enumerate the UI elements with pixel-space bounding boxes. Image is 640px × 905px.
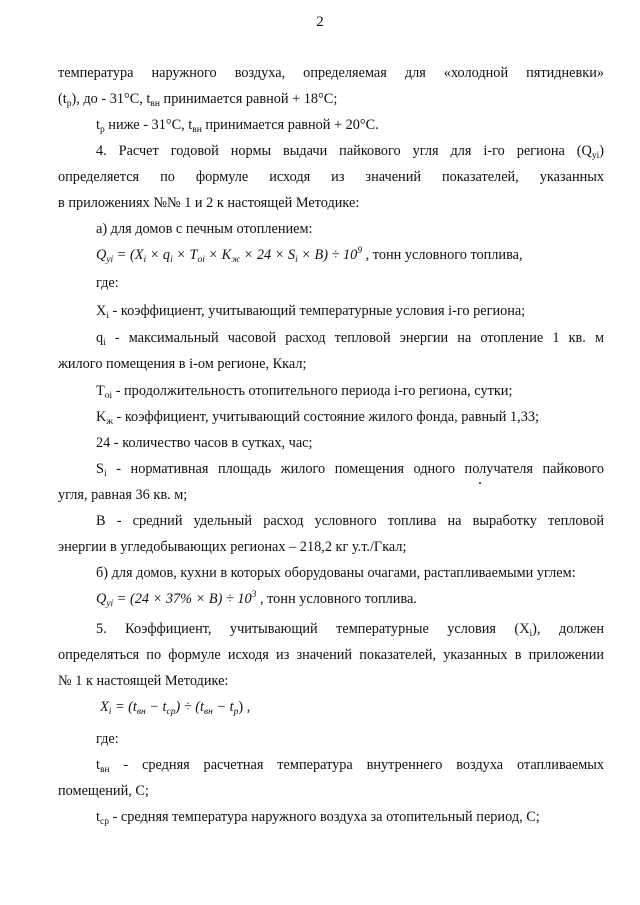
page-number: 2 — [316, 14, 324, 30]
definition-x: $X_i$ - коэффициент, учитывающий температурные условия i-го региона; — [96, 303, 526, 321]
text-line: помещений, С; — [58, 783, 149, 799]
text-line: жилого помещения в i-ом регионе, Ккал; — [58, 356, 307, 372]
text-line: $t_р$ ниже - 31°С, $t_{вн}$ принимается равной + 20°С. — [96, 117, 379, 135]
paragraph-4-heading: 4. Расчет годовой нормы выдачи пайкового угля для i-го региона $(Q_{yi})$ — [96, 143, 604, 161]
definition-k: $K_ж$ - коэффициент, учитывающий состояние жилого фонда, равный 1,33; — [96, 409, 539, 427]
definition-t-vn: $t_{вн}$ - средняя расчетная температура внутреннего воздуха отапливаемых — [96, 757, 604, 775]
text-line: в приложениях №№ 1 и 2 к настоящей Методике: — [58, 195, 360, 211]
paragraph-5-heading: 5. Коэффициент, учитывающий температурные условия $(X_i)$, должен — [96, 621, 604, 639]
definition-s: $S_i$ - нормативная площадь жилого помещения одного получателя пайкового — [96, 461, 604, 479]
formula-hearth: $Q_{yi} = (24 \times 37\% \times B) \div 10^3$ , тонн условного топлива. — [96, 590, 417, 609]
definition-t-sr: $t_{ср}$ - средняя температура наружного воздуха за отопительный период, С; — [96, 809, 540, 827]
text-line: определяться по формуле исходя из значений показателей, указанных в приложении — [58, 647, 604, 663]
text-line: № 1 к настоящей Методике: — [58, 673, 229, 689]
stray-mark — [479, 482, 481, 484]
text-line: где: — [96, 731, 119, 747]
definition-b: B - средний удельный расход условного топлива на выработку тепловой — [96, 513, 604, 529]
text-line: где: — [96, 275, 119, 291]
text-line: $(t_р)$, до - 31°С, $t_{вн}$ принимается равной + 18°С; — [58, 91, 338, 109]
definition-t: $T_{oi}$ - продолжительность отопительного периода i-го региона, сутки; — [96, 383, 513, 401]
definition-24: 24 - количество часов в сутках, час; — [96, 435, 313, 451]
formula-stove-heating: $Q_{yi} = (X_i \times q_i \times T_{oi} \times K_ж \times 24 \times S_i \times B) \div 10^9$ , тонн условного топлива, — [96, 246, 523, 265]
text-line: определяется по формуле исходя из значений показателей, указанных — [58, 169, 604, 185]
formula-xi: $X_i = (t_{вн} - t_{ср}) \div (t_{вн} - t_р)$ , — [100, 699, 251, 717]
text-line: б) для домов, кухни в которых оборудованы очагами, растапливаемыми углем: — [96, 565, 576, 581]
text-line: а) для домов с печным отоплением: — [96, 221, 313, 237]
text-line: температура наружного воздуха, определяемая для «холодной пятидневки» — [58, 65, 604, 81]
definition-q: $q_i$ - максимальный часовой расход тепловой энергии на отопление 1 кв. м — [96, 330, 604, 348]
text-line: угля, равная 36 кв. м; — [58, 487, 188, 503]
text-line: энергии в угледобывающих регионах – 218,2 кг у.т./Гкал; — [58, 539, 407, 555]
